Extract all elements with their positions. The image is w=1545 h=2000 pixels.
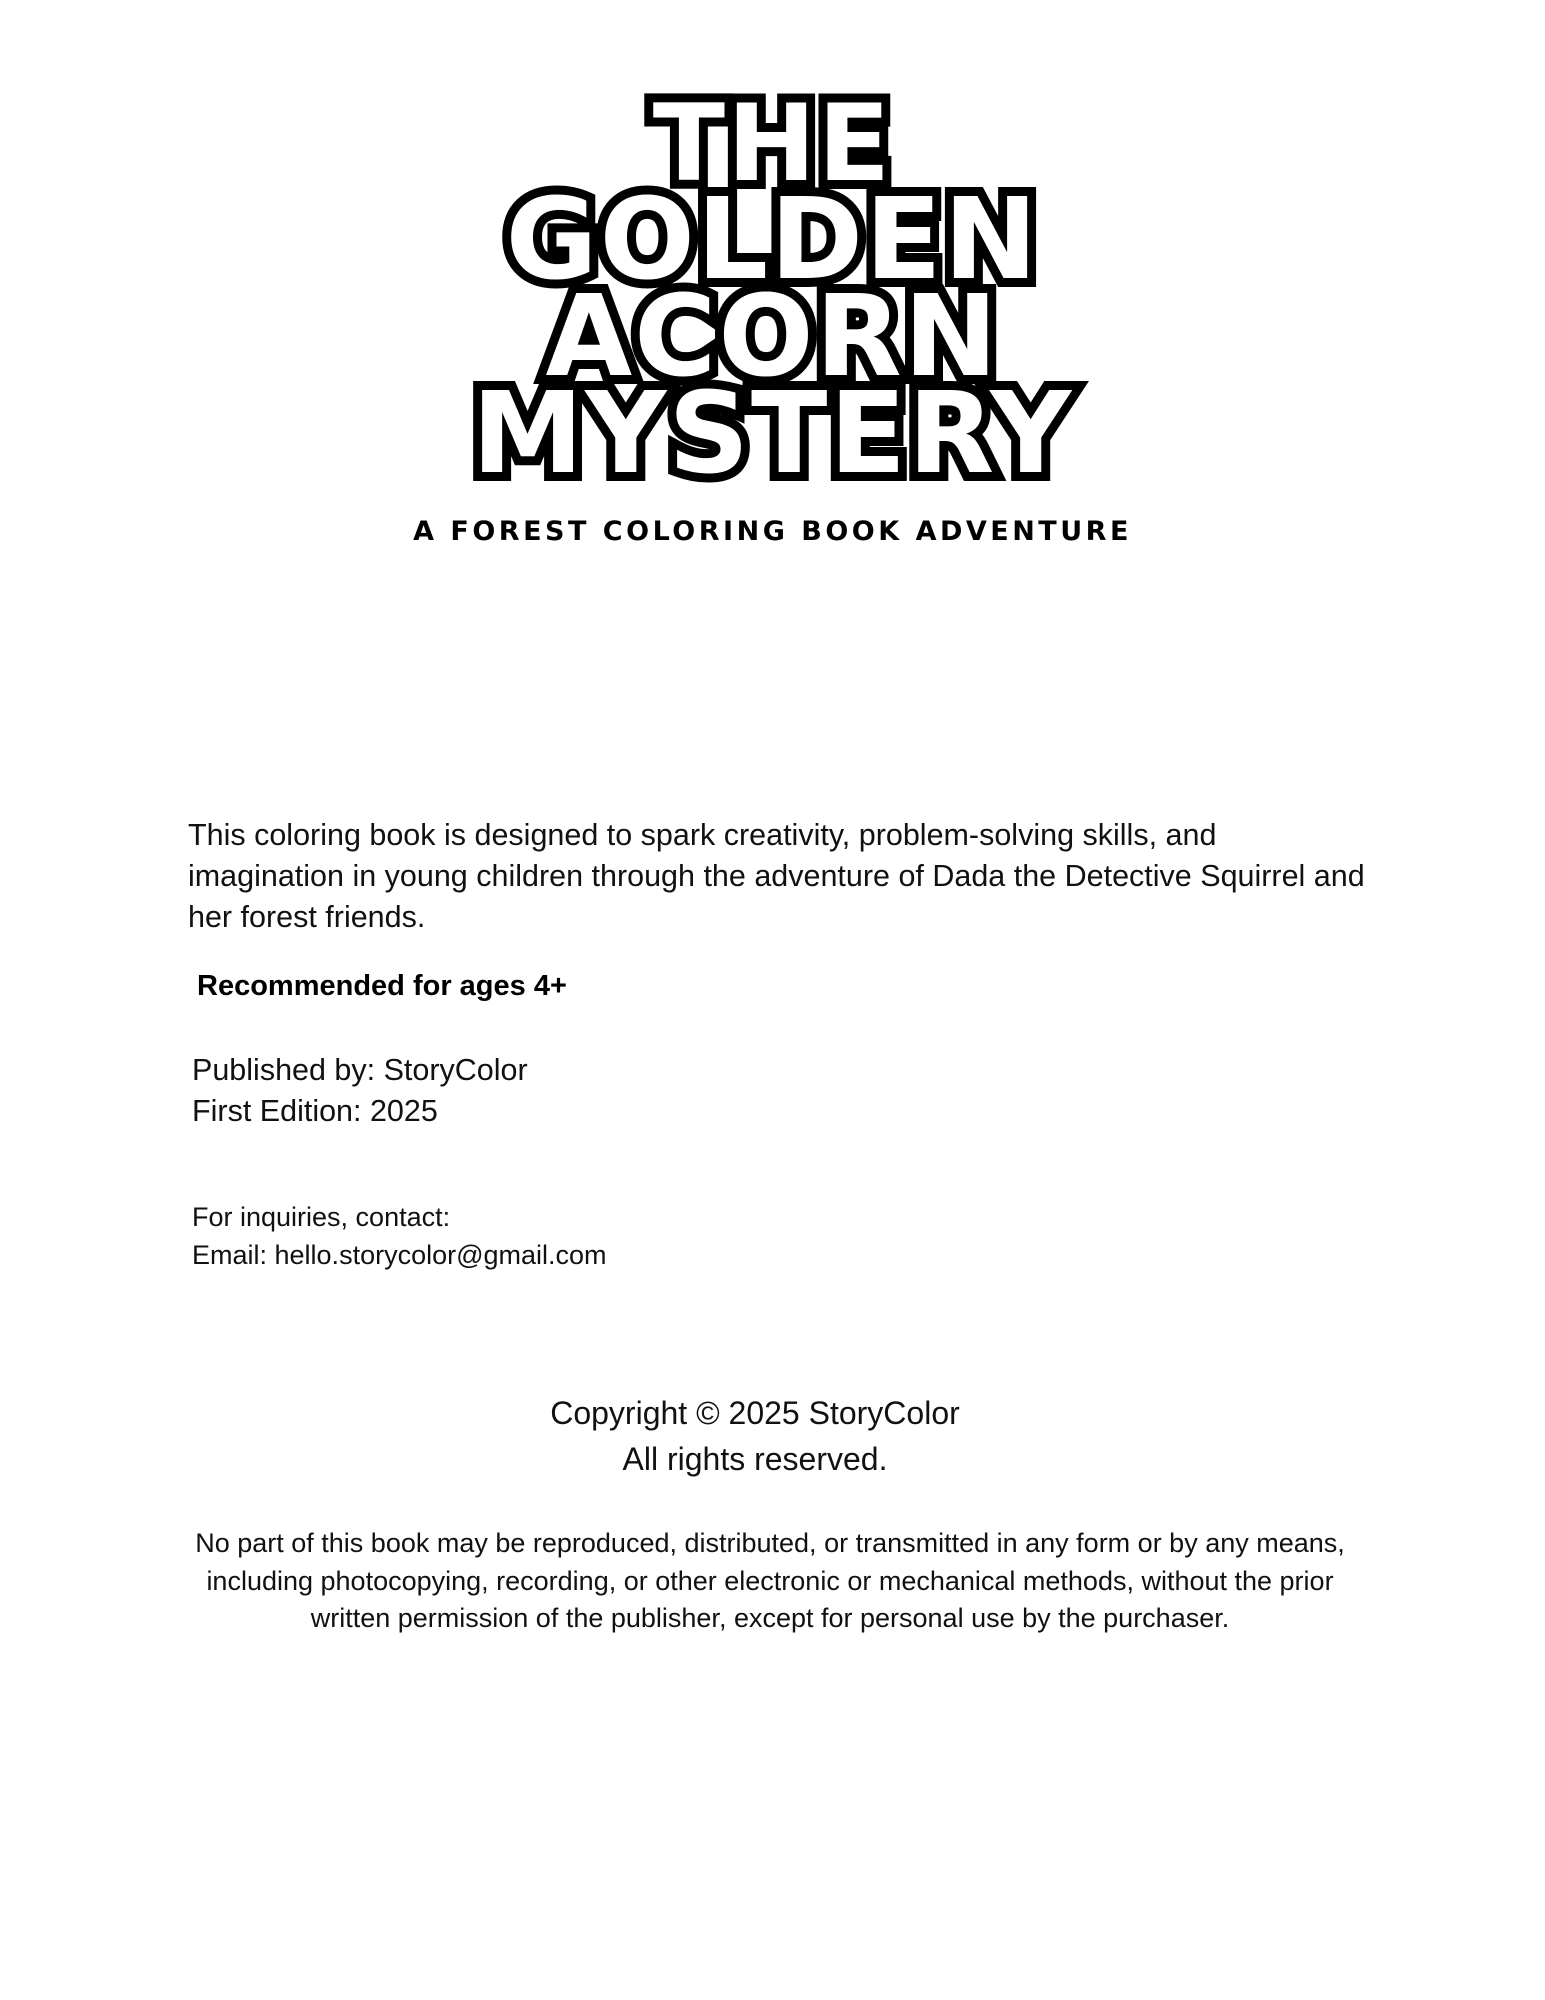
title-line-the: THE [652,82,893,205]
contact-info [192,1198,607,1274]
contact-label: For inquiries, contact: [192,1202,451,1232]
age-recommendation: Recommended for ages 4+ [197,970,567,1002]
copyright-line: Copyright © 2025 StoryColor [550,1395,960,1431]
contact-email: Email: hello.storycolor@gmail.com [192,1240,607,1270]
intro-paragraph: This coloring book is designed to spark creativity, problem-solving skills, and imagination in young children through the adventure of Dada the Detective Squirrel and her forest friends. [188,818,1365,934]
title-line-acorn: ACORN [545,272,1000,402]
book-subtitle: A FOREST COLORING BOOK ADVENTURE [413,516,1132,547]
edition-line: First Edition: 2025 [192,1094,438,1128]
legal-disclaimer: No part of this book may be reproduced, distributed, or transmitted in any form or by any means, including photocopying, recording, or other electronic or mechanical methods, without the prior written permission of the publisher, except for personal use by the purchaser. [195,1528,1345,1633]
copyright-notice [0,1390,1510,1482]
book-title [0,82,1545,499]
publisher-line: Published by: StoryColor [192,1053,528,1087]
rights-line: All rights reserved. [622,1441,888,1477]
publication-info [192,1050,528,1132]
title-line-golden: GOLDEN [505,175,1040,305]
title-line-mystery: MYSTERY [471,369,1074,499]
